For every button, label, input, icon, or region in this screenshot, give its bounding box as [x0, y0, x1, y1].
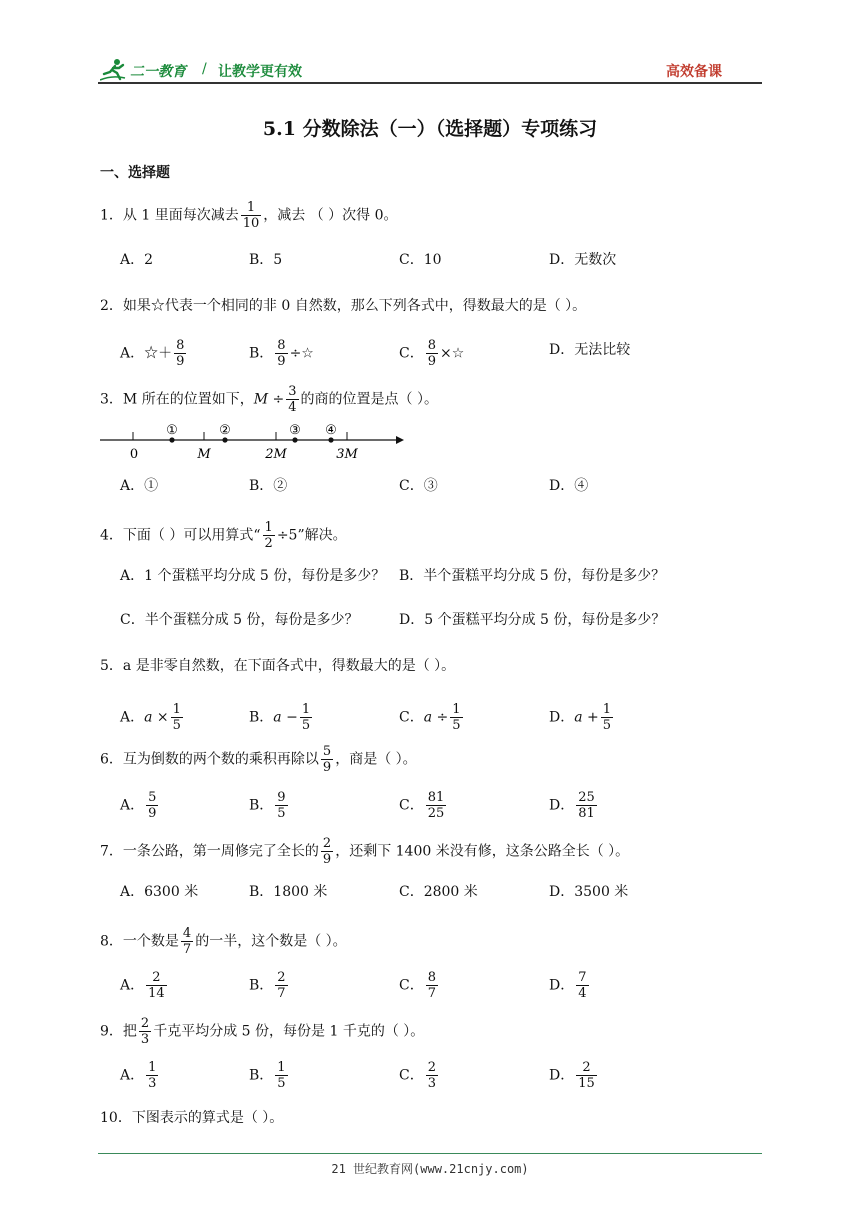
fraction: $\frac{8}{9}$ — [427, 338, 436, 369]
option-a[interactable]: A． $\frac{5}{9}$ — [120, 790, 157, 821]
option-b[interactable]: B．a − $\frac{1}{5}$ — [249, 702, 311, 733]
fraction: $\frac{5}{9}$ — [148, 790, 157, 821]
fraction: $\frac{3}{4}$ — [288, 384, 297, 415]
header-tag: 高效备课 — [666, 64, 722, 80]
fraction: $\frac{8}{7}$ — [427, 970, 436, 1001]
number-line — [100, 418, 410, 468]
option-a[interactable]: A．① — [120, 478, 159, 494]
option-c[interactable]: C． $\frac{8}{9}$ ×☆ — [399, 338, 465, 369]
option-d[interactable]: D．5 个蛋糕平均分成 5 份，每份是多少？ — [399, 612, 666, 628]
fraction: $\frac{2}{9}$ — [322, 836, 332, 867]
question-3: 3．M 所在的位置如下，M ÷ $\frac{3}{4}$ 的商的位置是点（ ）。 — [100, 384, 438, 415]
brand-slogan: 让教学更有效 — [218, 64, 302, 80]
tick-label: 2M — [265, 447, 287, 462]
option-a[interactable]: A．1 个蛋糕平均分成 5 份，每份是多少？ — [120, 568, 386, 584]
option-d[interactable]: D．无法比较 — [549, 342, 631, 358]
option-c[interactable]: C．半个蛋糕分成 5 份，每份是多少？ — [120, 612, 359, 628]
runner-logo-icon — [100, 58, 126, 82]
page-title: 5.1 分数除法（一）（选择题）专项练习 — [262, 118, 598, 140]
fraction: $\frac{81}{25}$ — [427, 790, 445, 821]
option-a[interactable]: A．6300 米 — [120, 884, 199, 900]
question-2: 2．如果☆代表一个相同的非 0 自然数，那么下列各式中，得数最大的是（ ）。 — [100, 298, 587, 314]
question-5: 5．a 是非零自然数，在下面各式中，得数最大的是（ ）。 — [100, 658, 456, 674]
point-label: ③ — [289, 423, 301, 438]
option-b[interactable]: B．5 — [249, 252, 283, 268]
option-d[interactable]: D． $\frac{7}{4}$ — [549, 970, 587, 1001]
question-1 — [100, 200, 398, 231]
fraction: $\frac{1}{5}$ — [277, 1060, 286, 1091]
question-text: ，减去 （ ）次得 0。 — [263, 207, 398, 224]
tick-label: 3M — [336, 447, 358, 462]
option-d[interactable]: D．a + $\frac{1}{5}$ — [549, 702, 612, 733]
fraction: $\frac{1}{5}$ — [172, 702, 181, 733]
option-a[interactable]: A．☆＋ $\frac{8}{9}$ — [120, 338, 185, 369]
option-d[interactable]: D．④ — [549, 478, 589, 494]
question-number: 1． — [100, 207, 123, 224]
page-footer: 21 世纪教育网(www.21cnjy.com) — [331, 1162, 529, 1176]
option-b[interactable]: B． $\frac{1}{5}$ — [249, 1060, 286, 1091]
option-b[interactable]: B．1800 米 — [249, 884, 328, 900]
option-c[interactable]: C．a ÷ $\frac{1}{5}$ — [399, 702, 461, 733]
page-header — [98, 58, 762, 82]
option-c[interactable]: C．③ — [399, 478, 438, 494]
footer-divider — [98, 1153, 762, 1154]
option-c[interactable]: C．2800 米 — [399, 884, 478, 900]
option-c[interactable]: C． $\frac{2}{3}$ — [399, 1060, 436, 1091]
fraction: $\frac{1}{10}$ — [242, 200, 260, 231]
question-10: 10．下图表示的算式是（ ）。 — [100, 1110, 284, 1126]
fraction: $\frac{8}{9}$ — [176, 338, 185, 369]
point-label: ① — [166, 423, 178, 438]
option-c[interactable]: C． $\frac{81}{25}$ — [399, 790, 445, 821]
option-d[interactable]: D．3500 米 — [549, 884, 629, 900]
fraction: $\frac{2}{15}$ — [578, 1060, 595, 1091]
question-8: 8．一个数是 $\frac{4}{7}$ 的一半，这个数是（ ）。 — [100, 926, 347, 957]
option-b[interactable]: B． $\frac{8}{9}$ ÷☆ — [249, 338, 314, 369]
option-b[interactable]: B． $\frac{2}{7}$ — [249, 970, 286, 1001]
question-6: 6．互为倒数的两个数的乘积再除以 $\frac{5}{9}$ ，商是（ ）。 — [100, 744, 417, 775]
fraction: $\frac{25}{81}$ — [578, 790, 595, 821]
fraction: $\frac{2}{7}$ — [277, 970, 286, 1001]
fraction: $\frac{8}{9}$ — [277, 338, 286, 369]
question-9: 9．把 $\frac{2}{3}$ 千克平均分成 5 份，每份是 1 千克的（ ）。 — [100, 1016, 425, 1047]
option-d[interactable]: D．无数次 — [549, 252, 617, 268]
question-4: 4．下面（ ）可以用算式“ $\frac{1}{2}$ ÷5”解决。 — [100, 520, 347, 551]
point-label: ② — [219, 423, 231, 438]
option-b[interactable]: B． $\frac{9}{5}$ — [249, 790, 286, 821]
option-d[interactable]: D． $\frac{2}{15}$ — [549, 1060, 595, 1091]
header-slash: / — [202, 61, 207, 77]
option-a[interactable]: A． $\frac{2}{14}$ — [120, 970, 165, 1001]
section-heading: 一、选择题 — [100, 165, 170, 181]
fraction: $\frac{4}{7}$ — [182, 926, 192, 957]
option-b[interactable]: B．② — [249, 478, 288, 494]
tick-label: M — [197, 447, 211, 462]
option-a[interactable]: A．2 — [120, 252, 154, 268]
fraction: $\frac{2}{3}$ — [140, 1016, 150, 1047]
fraction: $\frac{1}{5}$ — [301, 702, 311, 733]
tick-label: 0 — [129, 447, 139, 462]
fraction: $\frac{2}{3}$ — [427, 1060, 436, 1091]
question-text: 从 1 里面每次减去 — [122, 207, 239, 224]
question-7: 7．一条公路，第一周修完了全长的 $\frac{2}{9}$ ，还剩下 1400 米没有修，这条公路全长（ ）。 — [100, 836, 630, 867]
fraction: $\frac{1}{3}$ — [148, 1060, 157, 1091]
fraction: $\frac{1}{5}$ — [602, 702, 612, 733]
brand-name: 二一教育 — [130, 64, 186, 80]
option-b[interactable]: B．半个蛋糕平均分成 5 份，每份是多少？ — [399, 568, 666, 584]
fraction: $\frac{1}{5}$ — [452, 702, 461, 733]
point-label: ④ — [325, 423, 337, 438]
fraction: $\frac{5}{9}$ — [322, 744, 332, 775]
fraction: $\frac{9}{5}$ — [277, 790, 286, 821]
fraction: $\frac{1}{2}$ — [264, 520, 273, 551]
option-d[interactable]: D． $\frac{25}{81}$ — [549, 790, 595, 821]
option-c[interactable]: C． $\frac{8}{7}$ — [399, 970, 436, 1001]
option-a[interactable]: A． $\frac{1}{3}$ — [120, 1060, 157, 1091]
fraction: $\frac{7}{4}$ — [578, 970, 587, 1001]
question-text: 如果☆代表一个相同的非 0 自然数，那么下列各式中，得数最大的是（ ）。 — [122, 298, 587, 314]
option-a[interactable]: A．a × $\frac{1}{5}$ — [120, 702, 181, 733]
option-c[interactable]: C．10 — [399, 252, 442, 268]
fraction: $\frac{2}{14}$ — [148, 970, 165, 1001]
header-divider — [98, 82, 762, 84]
